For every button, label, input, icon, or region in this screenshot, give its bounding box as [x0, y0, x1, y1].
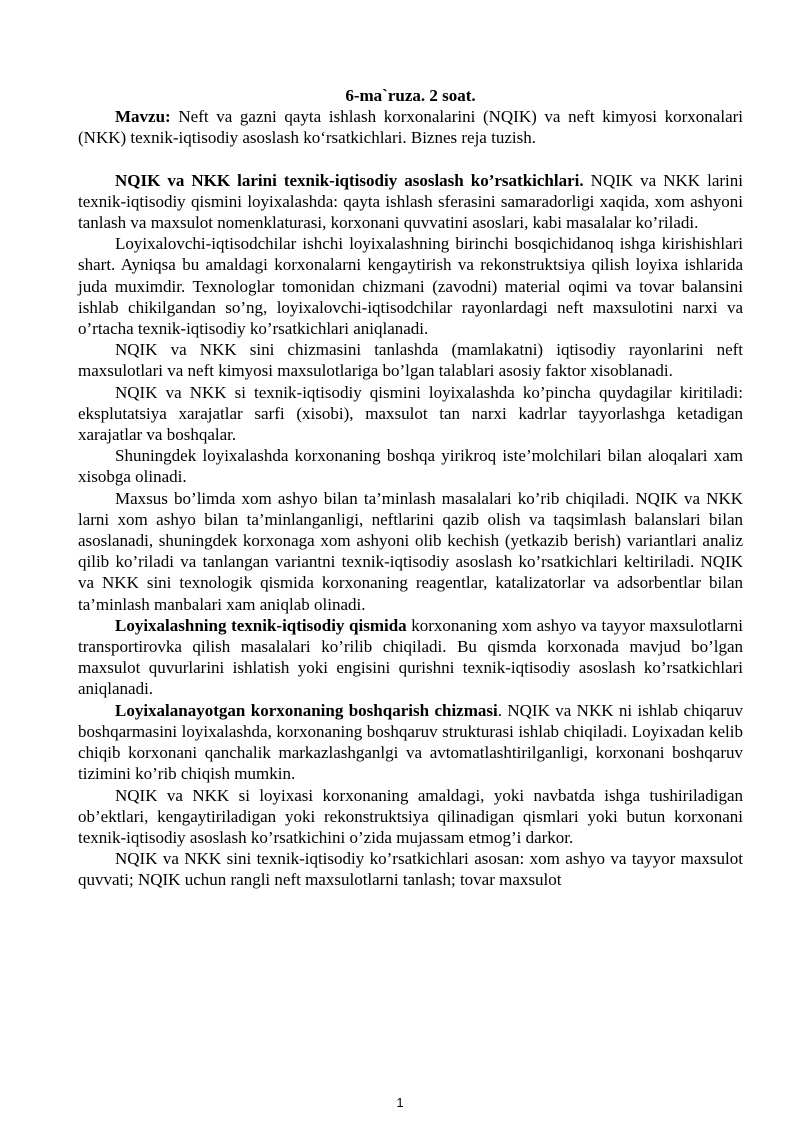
paragraph-3: NQIK va NKK si texnik-iqtisodiy qismini loyixalashda ko’pincha quydagilar kiritiladi: eksplutatsiya xarajatlar sarfi (xisobi), maxsulot tan narxi kadrlar tayyorlashga ketadigan xarajatlar va boshqalar. [78, 382, 743, 445]
paragraph-7-text: . NQIK va NKK ni ishlab chiqaruv boshqarmasini loyixalashda, korxonaning boshqaruv strukturasi ishlab chiqiladi. Loyixadan kelib chiqib korxonani qanchalik markazlashganlgi va avtomatlashtirilganligi, korxonani boshqaruv tizimini ko’rib chiqish mumkin. [78, 700, 743, 784]
page-number: 1 [396, 1095, 404, 1110]
paragraph-6-text: korxonaning xom ashyo va tayyor maxsulotlarni transportirovka qilish masalalari ko’rilib chiqiladi. Bu qismda korxonada mavjud bo’lgan maxsulot quvurlarini ishlatish yoki engisini qurishni texnik-iqtisodiy asoslash ko’rsatkichlari aniqlanadi. [78, 615, 743, 699]
lecture-title: 6-ma`ruza. 2 soat. [345, 86, 476, 105]
paragraph-6 [78, 615, 743, 700]
blank-line [78, 149, 743, 170]
section-intro-text: NQIK va NKK larini texnik-iqtisodiy qismini loyixalashda: qayta ishlash sferasini samaradorligi xaqida, xom ashyoni tanlash va maxsulot nomenklaturasi, korxonani quvvatini asoslari, kabi masalalar ko’riladi. [78, 170, 743, 233]
paragraph-4: Shuningdek loyixalashda korxonaning boshqa yirikroq iste’molchilari bilan aloqalari xam xisobga olinadi. [78, 446, 743, 487]
paragraph-8: NQIK va NKK si loyixasi korxonaning amaldagi, yoki navbatda ishga tushiriladigan ob’ektlari, kengaytiriladigan yoki rekonstruktsiya qilinadigan qismlari yoki butun korxonani texnik-iqtisodiy asoslash ko’rsatkichini o’zida mujassam etmog’i darkor. [78, 785, 743, 847]
paragraph-7 [78, 700, 743, 785]
topic-label: Mavzu: [115, 107, 171, 127]
topic-paragraph [78, 106, 743, 148]
paragraph-6-heading: Loyixalashning texnik-iqtisodiy qismida [115, 615, 407, 635]
paragraph-1: Loyixalovchi-iqtisodchilar ishchi loyixalashning birinchi bosqichidanoq ishga kirishishlari shart. Ayniqsa bu amaldagi korxonalarni kengaytirish va rekonstruktsiya qilish loyixa ishlarida juda muximdir. Texnologlar tomonidan chizmani (zavodni) material oqimi va tovar balansini ishlab chikilgandan so’ng, loyixalovchi-iqtisodchilar rayonlardagi neft maxsulotini narxi va o’rtacha texnik-iqtisodiy ko’rsatkichlari aniqlanadi. [78, 234, 743, 339]
section-heading: NQIK va NKK larini texnik-iqtisodiy asoslash ko’rsatkichlari. [115, 170, 584, 190]
paragraph-5: Maxsus bo’limda xom ashyo bilan ta’minlash masalalari ko’rib chiqiladi. NQIK va NKK larni xom ashyo bilan ta’minlanganligi, neftlarini qazib olish va taqsimlash balanslari bilan asoslanadi, shuningdek korxonaga xom ashyoni olib kechish (yetkazib berish) variantlari analiz qilib ko’riladi va tanlangan variantni texnik-iqtisodiy asoslash ko’rsatkichlari keltiriladi. NQIK va NKK sini texnologik qismida korxonaning reagentlar, katalizatorlar va adsorbentlar bilan ta’minlash manbalari xam aniqlab olinadi. [78, 488, 743, 614]
topic-text: Neft va gazni qayta ishlash korxonalarini (NQIK) va neft kimyosi korxonalari (NKK) texnik-iqtisodiy asoslash ko‘rsatkichlari. Biznes reja tuzish. [78, 107, 743, 148]
paragraph-7-heading: Loyixalanayotgan korxonaning boshqarish chizmasi [115, 700, 498, 720]
section-intro-paragraph [78, 170, 743, 234]
paragraph-9: NQIK va NKK sini texnik-iqtisodiy ko’rsatkichlari asosan: xom ashyo va tayyor maxsulot quvvati; NQIK uchun rangli neft maxsulotlarni tanlash; tovar maxsulot [78, 849, 743, 890]
paragraph-2: NQIK va NKK sini chizmasini tanlashda (mamlakatni) iqtisodiy rayonlarini neft maxsulotlari va neft kimyosi maxsulotlariga bo’lgan talablari asosiy faktor xisoblanadi. [78, 340, 743, 381]
document-page [78, 85, 743, 891]
